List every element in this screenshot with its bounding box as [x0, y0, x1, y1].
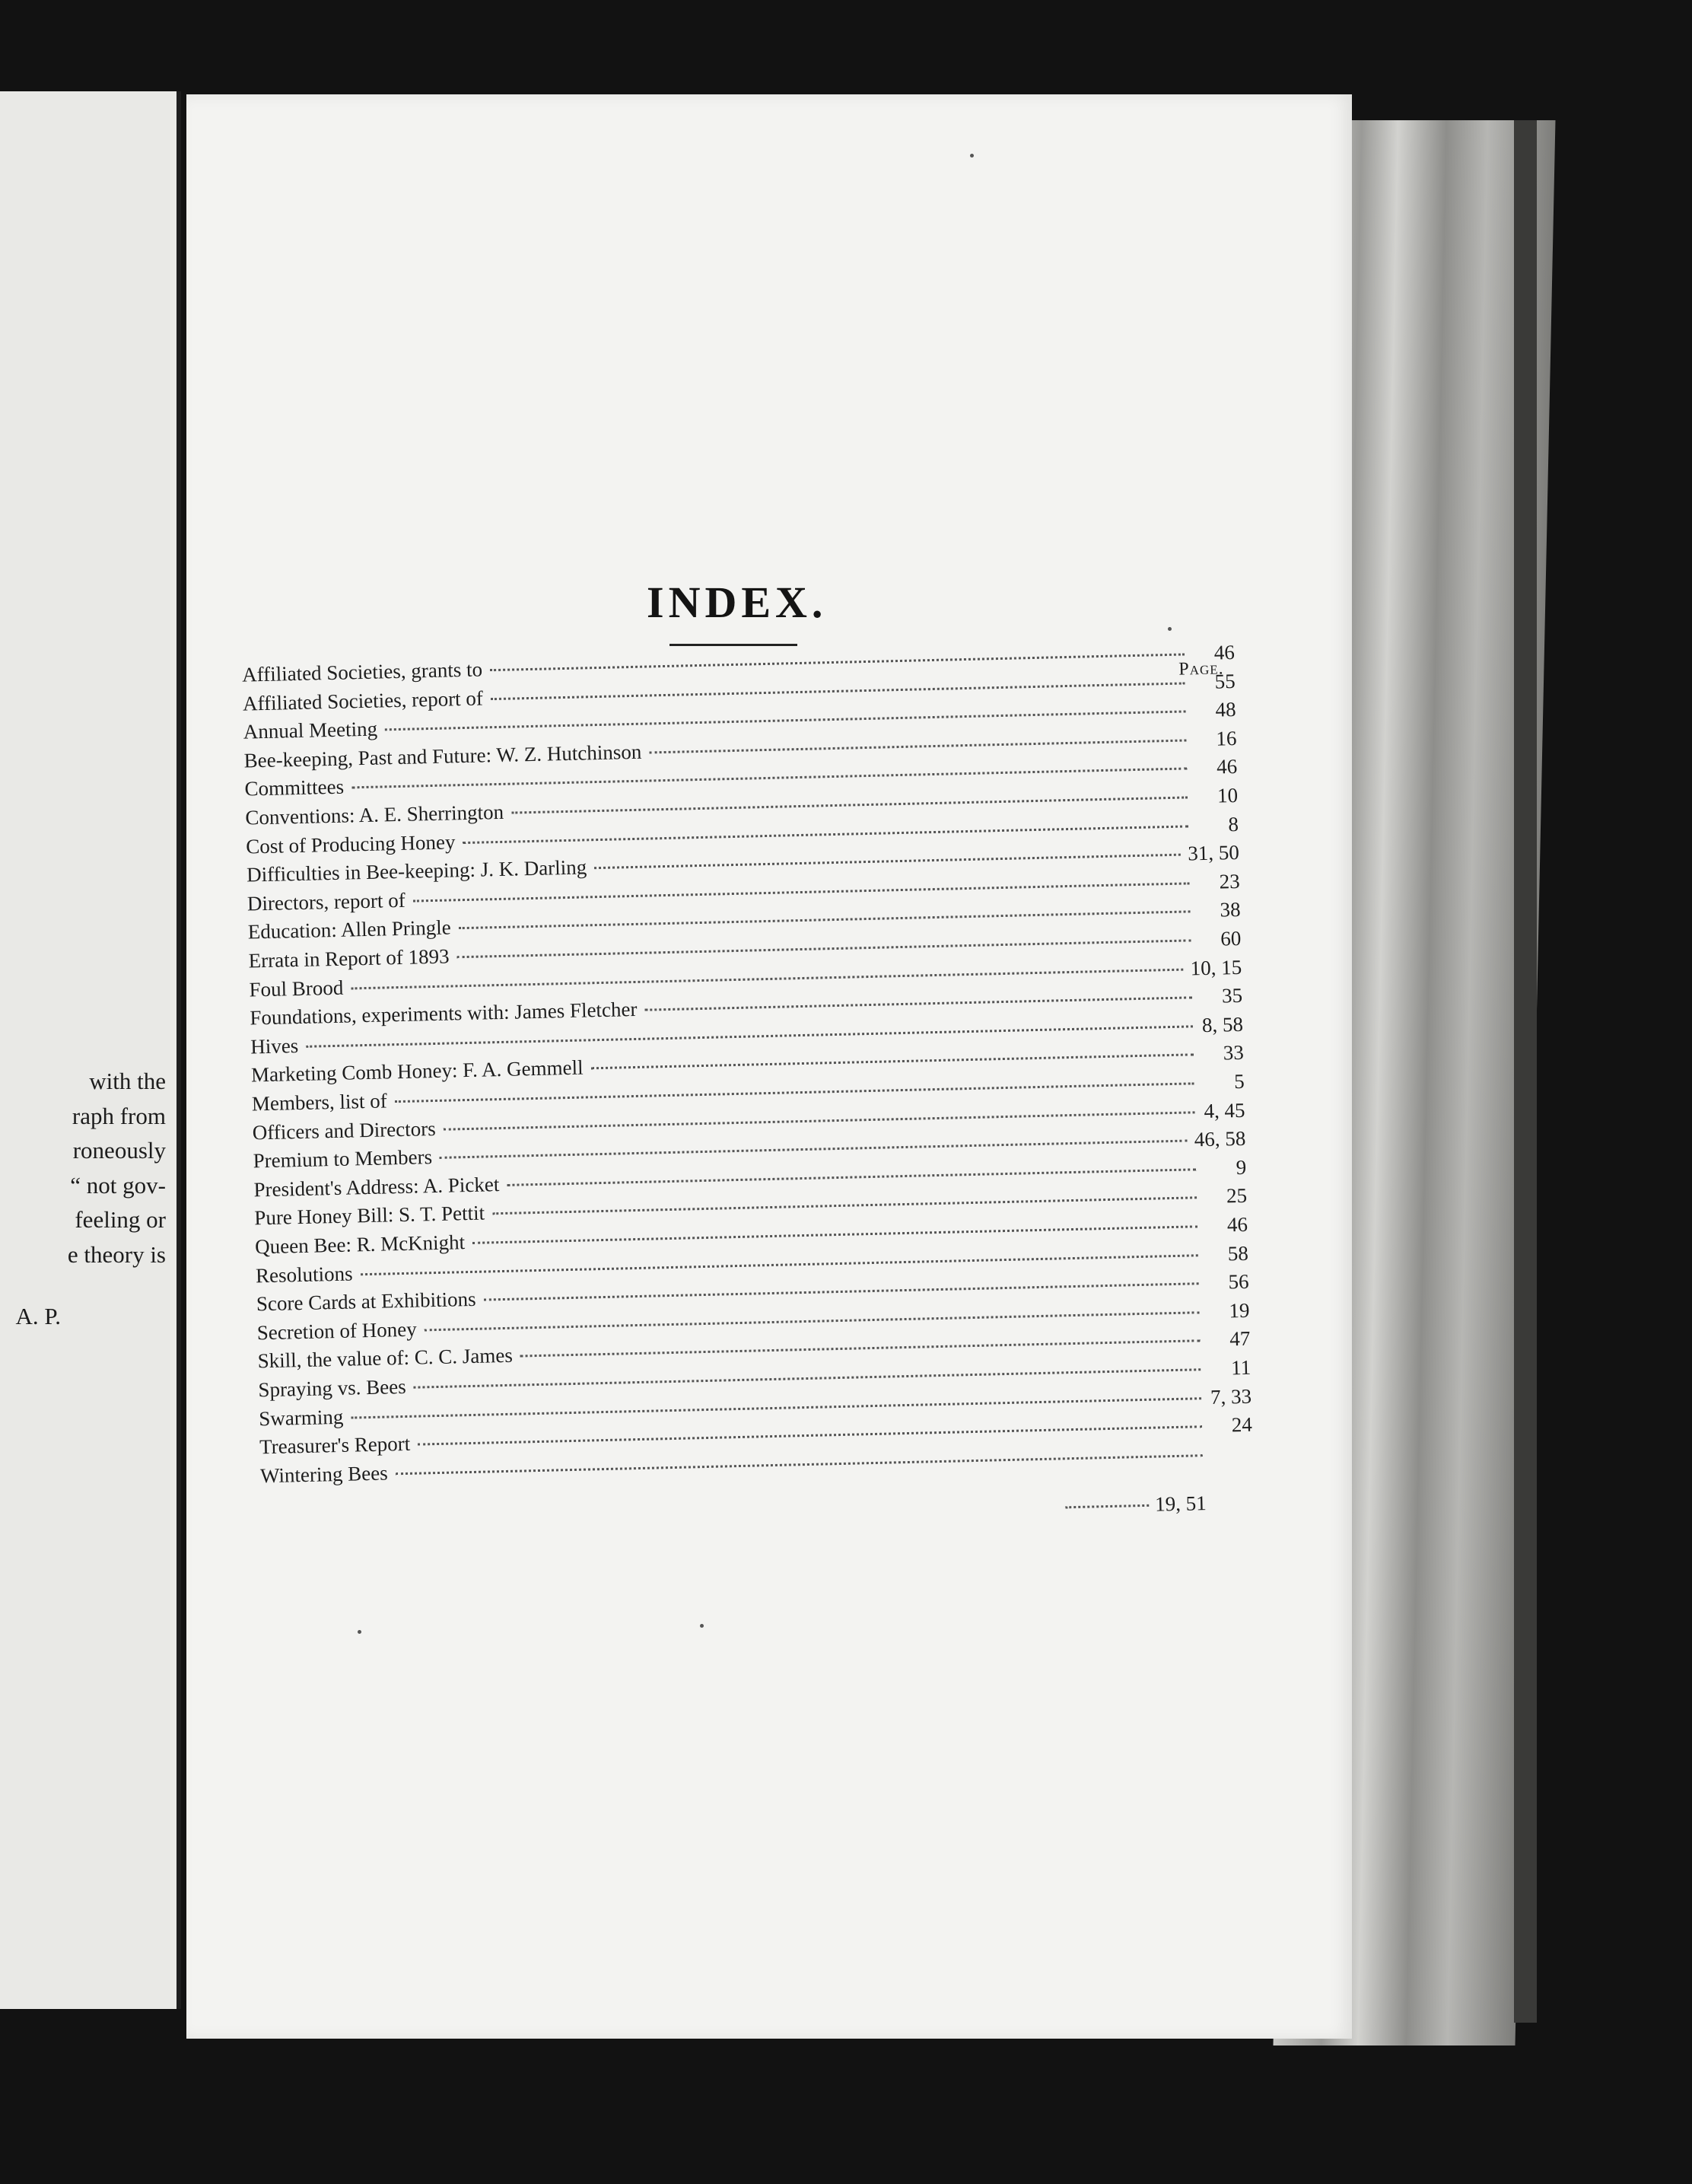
entry-title: Committees — [244, 775, 345, 801]
entry-page: 33 — [1223, 1041, 1245, 1065]
leader-dots — [649, 739, 1186, 753]
entry-title: Bee-keeping, Past and Future: W. Z. Hutchinson — [243, 740, 642, 772]
entry-title: Members, list of — [251, 1089, 387, 1116]
entry-page: 10 — [1217, 783, 1239, 807]
entry-title: Directors, report of — [246, 888, 406, 915]
entry-title: Spraying vs. Bees — [258, 1374, 407, 1402]
entry-title: Marketing Comb Honey: F. A. Gemmell — [250, 1055, 584, 1087]
entry-page: 25 — [1226, 1184, 1248, 1208]
left-line: roneously — [72, 1137, 166, 1164]
entry-title: President's Address: A. Picket — [253, 1172, 500, 1202]
entry-page: 24 — [1231, 1412, 1253, 1437]
left-line: raph from — [72, 1102, 166, 1129]
entry-page: 38 — [1220, 898, 1241, 922]
left-line: with the — [89, 1068, 166, 1094]
leader-dots — [457, 939, 1191, 958]
entry-page: 23 — [1219, 869, 1240, 893]
entry-title: Pure Honey Bill: S. T. Pettit — [254, 1201, 485, 1230]
entry-title: Foul Brood — [249, 976, 344, 1001]
page-column-header: Page. — [1178, 658, 1224, 680]
leader-dots — [444, 1111, 1195, 1130]
entry-page: 10, 15 — [1190, 955, 1242, 979]
leader-dots — [520, 1340, 1201, 1358]
entry-title: Foundations, experiments with: James Fletcher — [250, 998, 638, 1030]
leader-dots — [491, 682, 1185, 700]
entry-title: Cost of Producing Honey — [245, 829, 456, 858]
leader-dots — [1065, 1504, 1149, 1508]
entry-title: Treasurer's Report — [259, 1432, 411, 1459]
leader-dots — [463, 825, 1188, 844]
leader-dots — [418, 1425, 1202, 1445]
leader-dots — [472, 1225, 1197, 1244]
entry-page: 4, 45 — [1204, 1098, 1245, 1122]
entry-page: 46 — [1226, 1212, 1248, 1237]
entry-page: 19 — [1229, 1298, 1250, 1323]
entry-title: Annual Meeting — [243, 717, 378, 743]
entry-page: 56 — [1228, 1269, 1249, 1294]
leader-dots — [440, 1140, 1187, 1159]
trailing-page-numbers — [1065, 1492, 1207, 1518]
entry-page: 46 — [1216, 755, 1238, 778]
leader-dots — [591, 1054, 1194, 1070]
page-title: INDEX. — [647, 578, 828, 627]
entry-title: Premium to Members — [253, 1145, 433, 1173]
entry-title: Affiliated Societies, report of — [242, 686, 484, 715]
entry-title: Score Cards at Exhibitions — [256, 1288, 476, 1316]
entry-page: 31, 50 — [1187, 841, 1240, 865]
entry-page: 48 — [1215, 698, 1236, 721]
entry-title: Education: Allen Pringle — [247, 915, 452, 944]
entry-title: Errata in Report of 1893 — [248, 944, 450, 973]
entry-page: 55 — [1214, 669, 1236, 693]
trailing-page-value: 19, 51 — [1154, 1492, 1207, 1516]
entry-title: Conventions: A. E. Sherrington — [245, 800, 504, 829]
leader-dots — [484, 1282, 1199, 1301]
entry-title: Secretion of Honey — [256, 1317, 417, 1345]
leader-dots — [594, 854, 1180, 869]
left-line: feeling or — [75, 1206, 166, 1233]
entry-page: 9 — [1236, 1155, 1247, 1179]
entry-title: Queen Bee: R. McKnight — [254, 1230, 466, 1259]
left-line: e theory is — [67, 1240, 166, 1268]
entry-page: 7, 33 — [1210, 1384, 1252, 1409]
entry-page: 60 — [1220, 926, 1242, 950]
leader-dots — [425, 1311, 1200, 1331]
entry-title: Swarming — [258, 1405, 344, 1430]
left-line: “ not gov- — [70, 1171, 166, 1199]
entry-title: Skill, the value of: C. C. James — [257, 1344, 514, 1373]
entry-title: Resolutions — [255, 1262, 353, 1287]
entry-title: Affiliated Societies, grants to — [241, 657, 483, 686]
entry-title: Wintering Bees — [259, 1461, 388, 1488]
entry-page: 47 — [1229, 1327, 1251, 1351]
leader-dots — [507, 1168, 1196, 1186]
entry-page: 5 — [1233, 1069, 1245, 1094]
leader-dots — [490, 653, 1185, 671]
leader-dots — [459, 911, 1191, 930]
entry-page: 11 — [1230, 1355, 1252, 1380]
entry-title: Officers and Directors — [252, 1116, 436, 1145]
entry-title: Hives — [250, 1033, 299, 1059]
leader-dots — [492, 1197, 1197, 1215]
left-page-signoff: A. P. — [15, 1303, 61, 1329]
leader-dots — [414, 1368, 1201, 1388]
leader-dots — [644, 997, 1192, 1011]
leader-dots — [413, 882, 1190, 902]
entry-page: 16 — [1216, 726, 1237, 750]
entry-page: 46, 58 — [1194, 1127, 1246, 1151]
entry-page: 58 — [1227, 1241, 1249, 1265]
entry-page: 46 — [1213, 640, 1236, 664]
leader-dots — [511, 796, 1188, 813]
entry-page — [1210, 1460, 1253, 1461]
entry-title: Difficulties in Bee-keeping: J. K. Darling — [246, 855, 587, 887]
entry-page: 8, 58 — [1201, 1012, 1244, 1036]
entry-page: 35 — [1221, 984, 1243, 1008]
entry-page: 8 — [1228, 812, 1239, 836]
